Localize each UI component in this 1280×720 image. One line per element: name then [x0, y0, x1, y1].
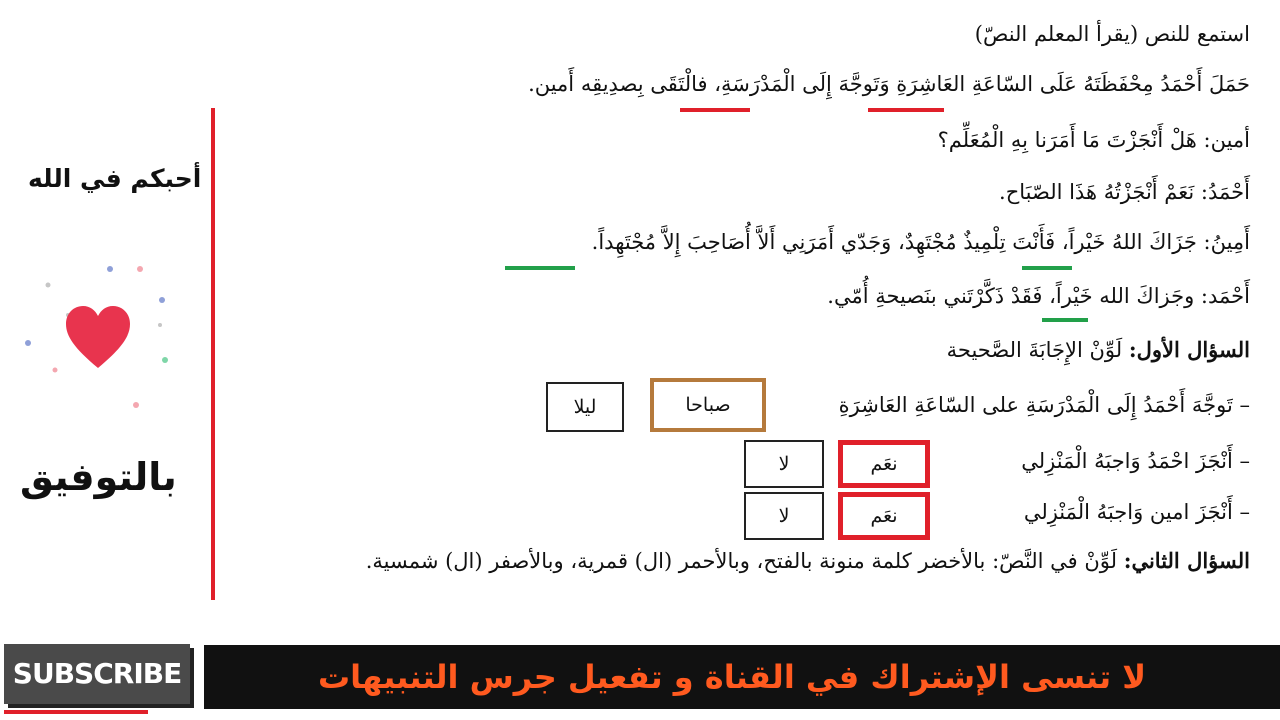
- question1-item: – أَنْجَزَ احْمَدُ وَاجبَهُ الْمَنْزِلي: [1021, 449, 1250, 473]
- sidebar-bottom-text: بالتوفيق: [20, 455, 177, 499]
- answer-option[interactable]: لا: [744, 440, 824, 488]
- green-underline: [505, 266, 575, 270]
- question1-label: السؤال الأول:: [1128, 337, 1250, 362]
- answer-option-selected[interactable]: صباحا: [650, 378, 766, 432]
- red-underline: [868, 108, 944, 112]
- instruction-text: استمع للنص (يقرأ المعلم النصّ): [974, 22, 1250, 46]
- question2-line: [366, 548, 1250, 573]
- answer-option[interactable]: لا: [744, 492, 824, 540]
- dialog-line: أَحْمَدُ: نَعَمْ أَنْجَزْتُهُ هَذَا الصّبَاح.: [999, 180, 1250, 204]
- red-divider: [211, 108, 215, 600]
- reminder-banner-text: لا تنسى الإشتراك في القناة و تفعيل جرس التنبيهات: [317, 658, 1147, 696]
- answer-option-selected[interactable]: نعَم: [838, 492, 930, 540]
- red-underline: [680, 108, 750, 112]
- answer-option[interactable]: ليلا: [546, 382, 624, 432]
- question2-text: لَوِّنْ في النَّصّ: بالأخضر كلمة منونة بالفتح، وبالأحمر (ال) قمرية، وبالأصفر (ال) شمسية.: [365, 549, 1118, 573]
- heart-icon: [64, 304, 132, 370]
- green-underline: [1022, 266, 1072, 270]
- subscribe-underline: [4, 710, 148, 714]
- dialog-line: أَمِينُ: جَزَاكَ اللهُ خَيْراً، فَأَنْتَ تِلْمِيذٌ مُجْتَهِدٌ، وَجَدّي أَمَرَنِي أَلاَّ أُصَاحِبَ إِلاَّ مُجْتَهِداً.: [591, 230, 1250, 254]
- question1-item: – أَنْجَزَ امين وَاجبَهُ الْمَنْزِلي: [1023, 500, 1250, 524]
- dialog-line: أَحْمَد: وجَزاكَ الله خَيْراً، فَقَدْ ذَكَّرْتَني بنَصيحةِ أُمّي.: [827, 284, 1250, 308]
- question1-item: – تَوجَّهَ أَحْمَدُ إِلَى الْمَدْرَسَةِ على السّاعَةِ العَاشِرَةِ: [838, 393, 1250, 417]
- question2-label: السؤال الثاني:: [1123, 548, 1250, 573]
- reminder-banner: [204, 645, 1280, 709]
- subscribe-button[interactable]: [4, 644, 190, 704]
- green-underline: [1042, 318, 1088, 322]
- paragraph-line: حَمَلَ أَحْمَدُ مِحْفَظَتَهُ عَلَى السّاعَةِ العَاشِرَةِ وَتَوجَّهَ إِلَى الْمَدْرَسَةِ، فالْتَقَى بِصدِيقِه أَمين.: [528, 72, 1250, 96]
- sidebar-top-text: أحبكم في الله: [28, 164, 202, 193]
- question1-text: لَوِّنْ الإِجَابَةَ الصَّحيحة: [946, 338, 1123, 362]
- dialog-line: أمين: هَلْ أَنْجَزْتَ مَا أَمَرَنا بِهِ الْمُعَلِّم؟: [937, 128, 1250, 152]
- answer-option-selected[interactable]: نعَم: [838, 440, 930, 488]
- question1-title: [947, 337, 1250, 362]
- subscribe-label: SUBSCRIBE: [12, 657, 182, 690]
